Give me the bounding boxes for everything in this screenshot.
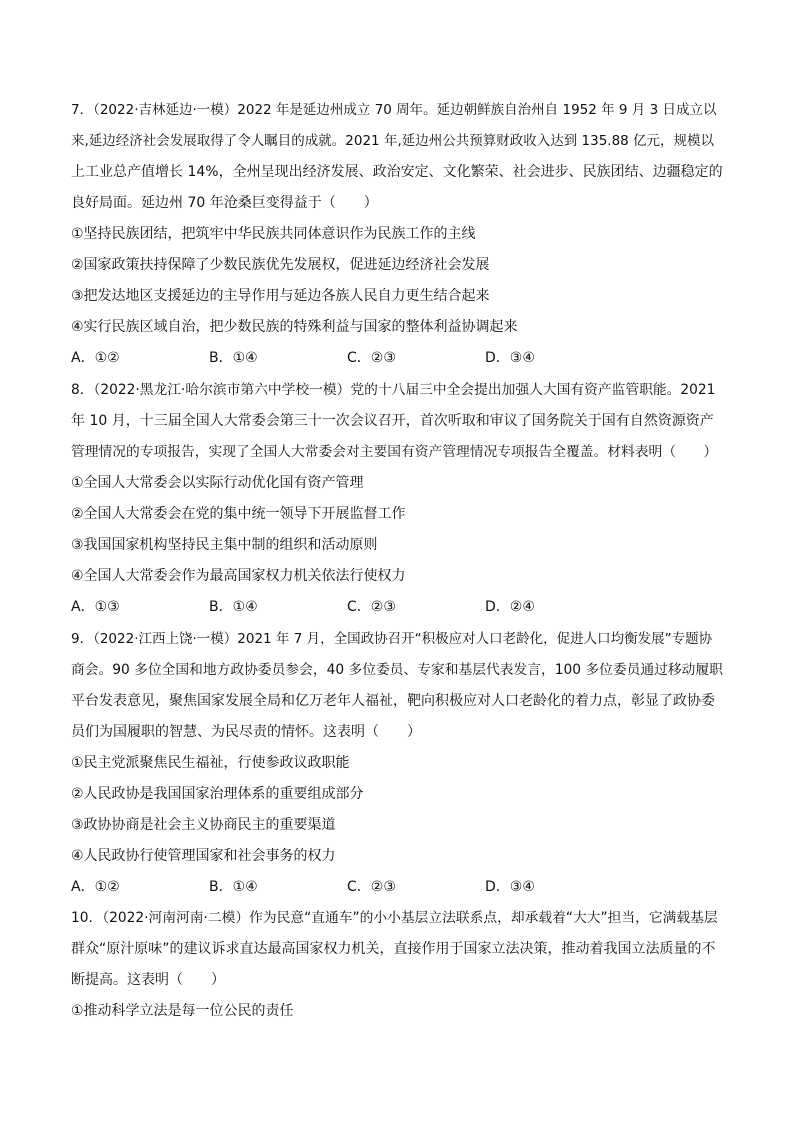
answer-choices [71,872,723,903]
question-stem-line: 商会。90 多位全国和地方政协委员参会，40 多位委员、专家和基层代表发言，100 多位委员通过移动履职 [71,662,723,678]
question-stem-line: 群众“原汁原味”的建议诉求直达最高国家权力机关，直接作用于国家立法决策，推动着我国立法质量的不 [71,941,716,957]
option-statement: ①推动科学立法是每一位公民的责任 [71,1003,294,1019]
option-statement: ④实行民族区域自治，把少数民族的特殊利益与国家的整体利益协调起来 [71,319,518,335]
question-stem-line: 7．（2022·吉林延边·一模）2022 年是延边州成立 70 周年。延边朝鲜族自治州自 1952 年 9 月 3 日成立以 [71,102,717,118]
question-stem-line: 平台发表意见，聚焦国家发展全局和亿万老年人福祉，靶向积极应对人口老龄化的着力点，彰显了政协委 [71,693,715,709]
choice-d: D．③④ [485,879,535,895]
answer-choices [71,343,723,374]
option-statement: ①民主党派聚焦民生福祉，行使参政议政职能 [71,755,350,771]
question-8 [71,375,723,623]
choice-a: A．①② [71,879,120,895]
option-statement: ①坚持民族团结，把筑牢中华民族共同体意识作为民族工作的主线 [71,226,476,242]
question-stem-line: 8．（2022·黑龙江·哈尔滨市第六中学校一模）党的十八届三中全会提出加强人大国有资产监管职能。2021 [71,382,716,398]
question-9 [71,624,723,903]
answer-choices [71,592,723,623]
choice-d: D．②④ [485,599,535,615]
choice-c: C．②③ [347,599,396,615]
question-stem-line: 断提高。这表明（ ） [71,972,225,988]
question-stem-line: 来,延边经济社会发展取得了令人瞩目的成就。2021 年,延边州公共预算财政收入达到 135.88 亿元，规模以 [71,133,715,149]
option-statement: ②全国人大常委会在党的集中统一领导下开展监督工作 [71,506,406,522]
choice-b: B．①④ [209,879,258,895]
option-statement: ②国家政策扶持保障了少数民族优先发展权，促进延边经济社会发展 [71,257,490,273]
option-statement: ②人民政协是我国国家治理体系的重要组成部分 [71,786,364,802]
option-statement: ④人民政协行使管理国家和社会事务的权力 [71,848,336,864]
choice-a: A．①② [71,350,120,366]
question-stem-line: 年 10 月，十三届全国人大常委会第三十一次会议召开，首次听取和审议了国务院关于国有自然资源资产 [71,413,714,429]
option-statement: ③我国国家机构坚持民主集中制的组织和活动原则 [71,537,378,553]
question-stem-line: 管理情况的专项报告，实现了全国人大常委会对主要国有资产管理情况专项报告全覆盖。材料表明（ ） [71,444,718,460]
question-10 [71,903,723,1027]
choice-d: D．③④ [485,350,535,366]
choice-b: B．①④ [209,599,258,615]
choice-c: C．②③ [347,879,396,895]
option-statement: ③把发达地区支援延边的主导作用与延边各族人民自力更生结合起来 [71,288,490,304]
choice-b: B．①④ [209,350,258,366]
question-stem-line: 9．（2022·江西上饶·一模）2021 年 7 月，全国政协召开“积极应对人口老龄化，促进人口均衡发展”专题协 [71,631,713,647]
choice-c: C．②③ [347,350,396,366]
question-stem-line: 员们为国履职的智慧、为民尽责的情怀。这表明（ ） [71,724,421,740]
option-statement: ①全国人大常委会以实际行动优化国有资产管理 [71,475,364,491]
question-stem-line: 上工业总产值增长 14%，全州呈现出经济发展、政治安定、文化繁荣、社会进步、民族团结、边疆稳定的 [71,164,723,180]
choice-a: A．①③ [71,599,120,615]
option-statement: ③政协协商是社会主义协商民主的重要渠道 [71,817,336,833]
question-7 [71,95,723,374]
question-stem-line: 10．（2022·河南河南·二模）作为民意“直通车”的小小基层立法联系点，却承载着“大大”担当，它满载基层 [71,910,718,926]
option-statement: ④全国人大常委会作为最高国家权力机关依法行使权力 [71,568,406,584]
question-stem-line: 良好局面。延边州 70 年沧桑巨变得益于（ ） [71,195,378,211]
